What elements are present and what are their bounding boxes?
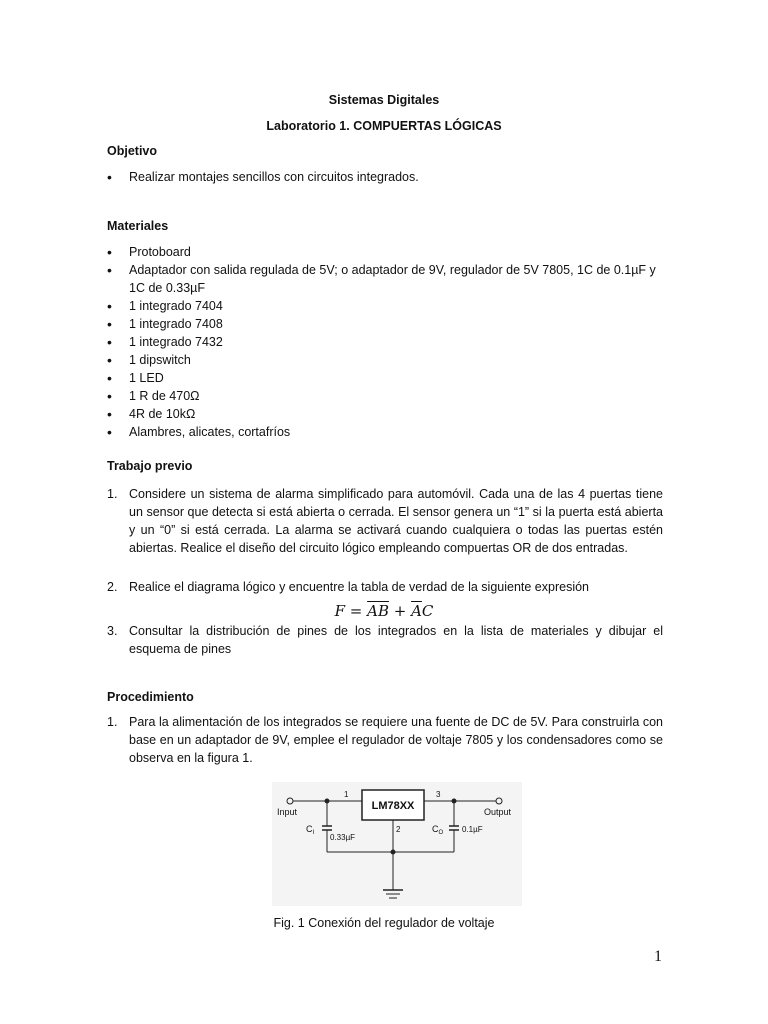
formula-term1-a: $\overline{A}$ (367, 602, 378, 620)
page-number: 1 (654, 948, 662, 965)
list-item: • 1 integrado 7404 (107, 297, 667, 315)
item-number: 3. (107, 624, 118, 638)
boolean-expression (0, 602, 768, 620)
objective-list (107, 168, 667, 186)
materials-heading: Materiales (107, 219, 169, 233)
list-item: • Protoboard (107, 243, 667, 261)
item-text: Consultar la distribución de pines de los integrados en la lista de materiales y dibujar el esquema de pines (129, 624, 663, 656)
prework-list-b (107, 578, 663, 596)
regulator-circuit-figure (272, 782, 522, 906)
list-item: • 1 integrado 7432 (107, 333, 667, 351)
list-item: • 1 LED (107, 369, 667, 387)
list-item (107, 713, 663, 767)
prework-heading: Trabajo previo (107, 459, 193, 473)
prework-list-c (107, 622, 663, 658)
co-value: 0.1µF (462, 825, 483, 834)
item-number: 1. (107, 487, 118, 501)
co-label: $C_O$ (432, 824, 444, 836)
prework-list-a (107, 485, 663, 557)
list-item: • 1 R de 470Ω (107, 387, 667, 405)
list-item (107, 485, 663, 557)
pin-1-label: 1 (344, 790, 349, 799)
formula-lhs: F = (334, 602, 368, 620)
list-item: • Alambres, alicates, cortafríos (107, 423, 667, 441)
item-text: Para la alimentación de los integrados se requiere una fuente de DC de 5V. Para construirla con base en un adaptador de 9V, emplee el regulador de voltaje 7805 y los condensadores como se observa en la figura 1. (129, 715, 663, 765)
list-item: • 1 integrado 7408 (107, 315, 667, 333)
list-item: • 1 dipswitch (107, 351, 667, 369)
procedure-heading: Procedimiento (107, 690, 194, 704)
materials-list (107, 243, 667, 441)
pin-2-label: 2 (396, 825, 401, 834)
item-text: Realice el diagrama lógico y encuentre la tabla de verdad de la siguiente expresión (129, 580, 590, 594)
formula-plus: + (388, 602, 412, 620)
output-label: Output (484, 807, 512, 817)
list-item: • Realizar montajes sencillos con circuitos integrados. (107, 168, 667, 186)
regulator-schematic (272, 782, 522, 906)
list-item (107, 622, 663, 658)
formula-term2-b: C (421, 602, 434, 620)
item-number: 1. (107, 715, 118, 729)
pin-3-label: 3 (436, 790, 441, 799)
chip-label: LM78XX (371, 800, 415, 812)
procedure-list (107, 713, 663, 767)
list-item: • Adaptador con salida regulada de 5V; o adaptador de 9V, regulador de 5V 7805, 1C de 0.1µF y 1C de 0.33µF (107, 261, 667, 297)
formula-term2-a: $\overline{A}$ (411, 602, 422, 620)
ci-value: 0.33µF (330, 833, 356, 842)
input-label: Input (277, 807, 298, 817)
ci-label: $C_I$ (306, 824, 315, 836)
objective-heading: Objetivo (107, 144, 158, 158)
course-title: Sistemas Digitales (328, 93, 440, 107)
figure-caption: Fig. 1 Conexión del regulador de voltaje (273, 916, 495, 930)
list-item (107, 578, 663, 596)
item-text: Considere un sistema de alarma simplificado para automóvil. Cada una de las 4 puertas tiene un sensor que detecta si está abierta o cerrada. El sensor genera un “1” si la puerta está abierta y un “0” si está cerrada. La alarma se activará cuando cualquiera o todas las puertas estén abiertas. Realice el diseño del circuito lógico empleando compuertas OR de dos entradas. (129, 487, 663, 555)
lab-title: Laboratorio 1. COMPUERTAS LÓGICAS (266, 119, 502, 133)
formula-term1-b: $\overline{B}$ (377, 602, 389, 620)
item-number: 2. (107, 580, 118, 594)
output-terminal (496, 798, 502, 804)
list-item: • 4R de 10kΩ (107, 405, 667, 423)
input-terminal (287, 798, 293, 804)
